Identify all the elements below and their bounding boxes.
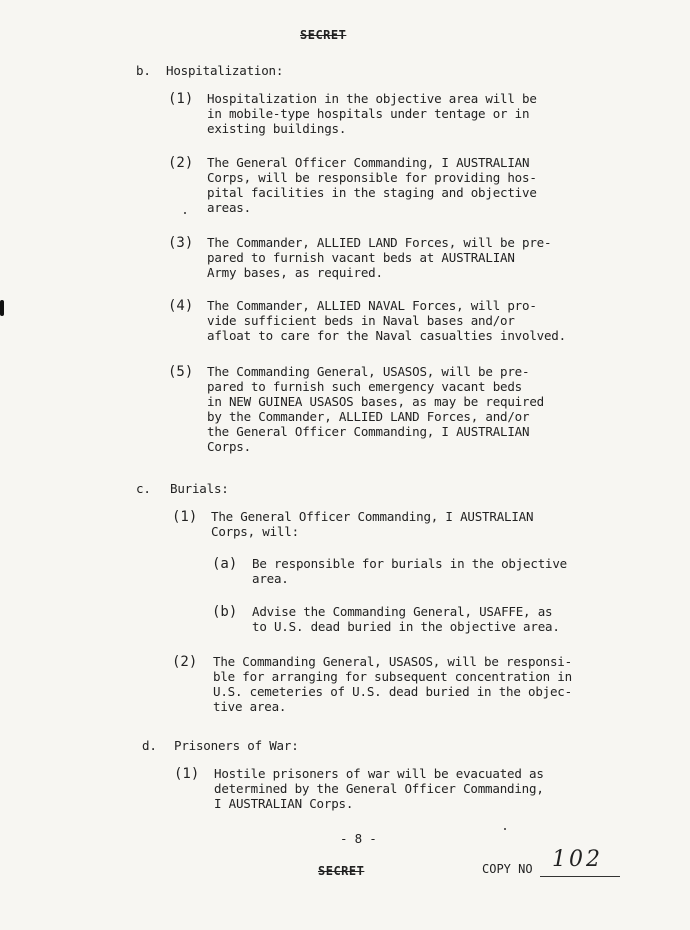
paragraph-line: Hospitalization in the objective area will be: [207, 91, 537, 106]
paragraph-line: The General Officer Commanding, I AUSTRALIAN: [211, 509, 534, 524]
paragraph-line: U.S. cemeteries of U.S. dead buried in the objec-: [213, 684, 572, 699]
paragraph-line: tive area.: [213, 699, 287, 714]
section-c-label: c.: [136, 481, 151, 496]
paragraph-line: I AUSTRALIAN Corps.: [214, 796, 354, 811]
copy-number-label: COPY NO: [482, 862, 533, 876]
paragraph-line: determined by the General Officer Commanding,: [214, 781, 544, 796]
item-number: (3): [168, 235, 194, 251]
paragraph-line: in NEW GUINEA USASOS bases, as may be required: [207, 394, 544, 409]
scan-margin-mark: [0, 300, 4, 316]
section-d-title: Prisoners of War:: [174, 738, 299, 753]
paragraph-line: pital facilities in the staging and objective: [207, 185, 537, 200]
item-number: (2): [172, 654, 198, 670]
scan-speck: [184, 212, 186, 214]
paragraph-line: The Commander, ALLIED NAVAL Forces, will pro-: [207, 298, 537, 313]
section-b-title: Hospitalization:: [166, 63, 284, 78]
section-b-label: b.: [136, 63, 151, 78]
subitem-number: (a): [212, 556, 238, 572]
scan-speck: [504, 828, 506, 830]
paragraph-line: Corps, will be responsible for providing hos-: [207, 170, 537, 185]
paragraph-line: in mobile-type hospitals under tentage or in: [207, 106, 530, 121]
paragraph-line: pared to furnish vacant beds at AUSTRALIAN: [207, 250, 515, 265]
paragraph-line: Advise the Commanding General, USAFFE, as: [252, 604, 553, 619]
paragraph-line: by the Commander, ALLIED LAND Forces, and/or: [207, 409, 530, 424]
item-number: (1): [172, 509, 198, 525]
paragraph-line: The Commander, ALLIED LAND Forces, will be pre-: [207, 235, 552, 250]
subitem-number: (b): [212, 604, 238, 620]
copy-number-underline: [540, 876, 620, 877]
paragraph-line: afloat to care for the Naval casualties involved.: [207, 328, 566, 343]
copy-number-handwritten: 102: [552, 847, 603, 872]
paragraph-line: the General Officer Commanding, I AUSTRALIAN: [207, 424, 530, 439]
paragraph-line: vide sufficient beds in Naval bases and/or: [207, 313, 515, 328]
paragraph-line: The Commanding General, USASOS, will be responsi-: [213, 654, 572, 669]
paragraph-line: The General Officer Commanding, I AUSTRALIAN: [207, 155, 530, 170]
classification-header: SECRET: [300, 28, 347, 42]
item-number: (1): [174, 766, 200, 782]
section-d-label: d.: [142, 738, 157, 753]
paragraph-line: to U.S. dead buried in the objective area.: [252, 619, 560, 634]
paragraph-line: Hostile prisoners of war will be evacuated as: [214, 766, 544, 781]
item-number: (5): [168, 364, 194, 380]
paragraph-line: Be responsible for burials in the objective: [252, 556, 568, 571]
classification-footer: SECRET: [318, 864, 365, 878]
page-number: - 8 -: [340, 831, 377, 846]
item-number: (2): [168, 155, 194, 171]
paragraph-line: areas.: [207, 200, 251, 215]
paragraph-line: Corps.: [207, 439, 251, 454]
paragraph-line: Corps, will:: [211, 524, 299, 539]
item-number: (4): [168, 298, 194, 314]
paragraph-line: Army bases, as required.: [207, 265, 383, 280]
paragraph-line: pared to furnish such emergency vacant beds: [207, 379, 523, 394]
item-number: (1): [168, 91, 194, 107]
paragraph-line: area.: [252, 571, 289, 586]
paragraph-line: ble for arranging for subsequent concentration in: [213, 669, 572, 684]
paragraph-line: The Commanding General, USASOS, will be pre-: [207, 364, 530, 379]
section-c-title: Burials:: [170, 481, 229, 496]
paragraph-line: existing buildings.: [207, 121, 347, 136]
